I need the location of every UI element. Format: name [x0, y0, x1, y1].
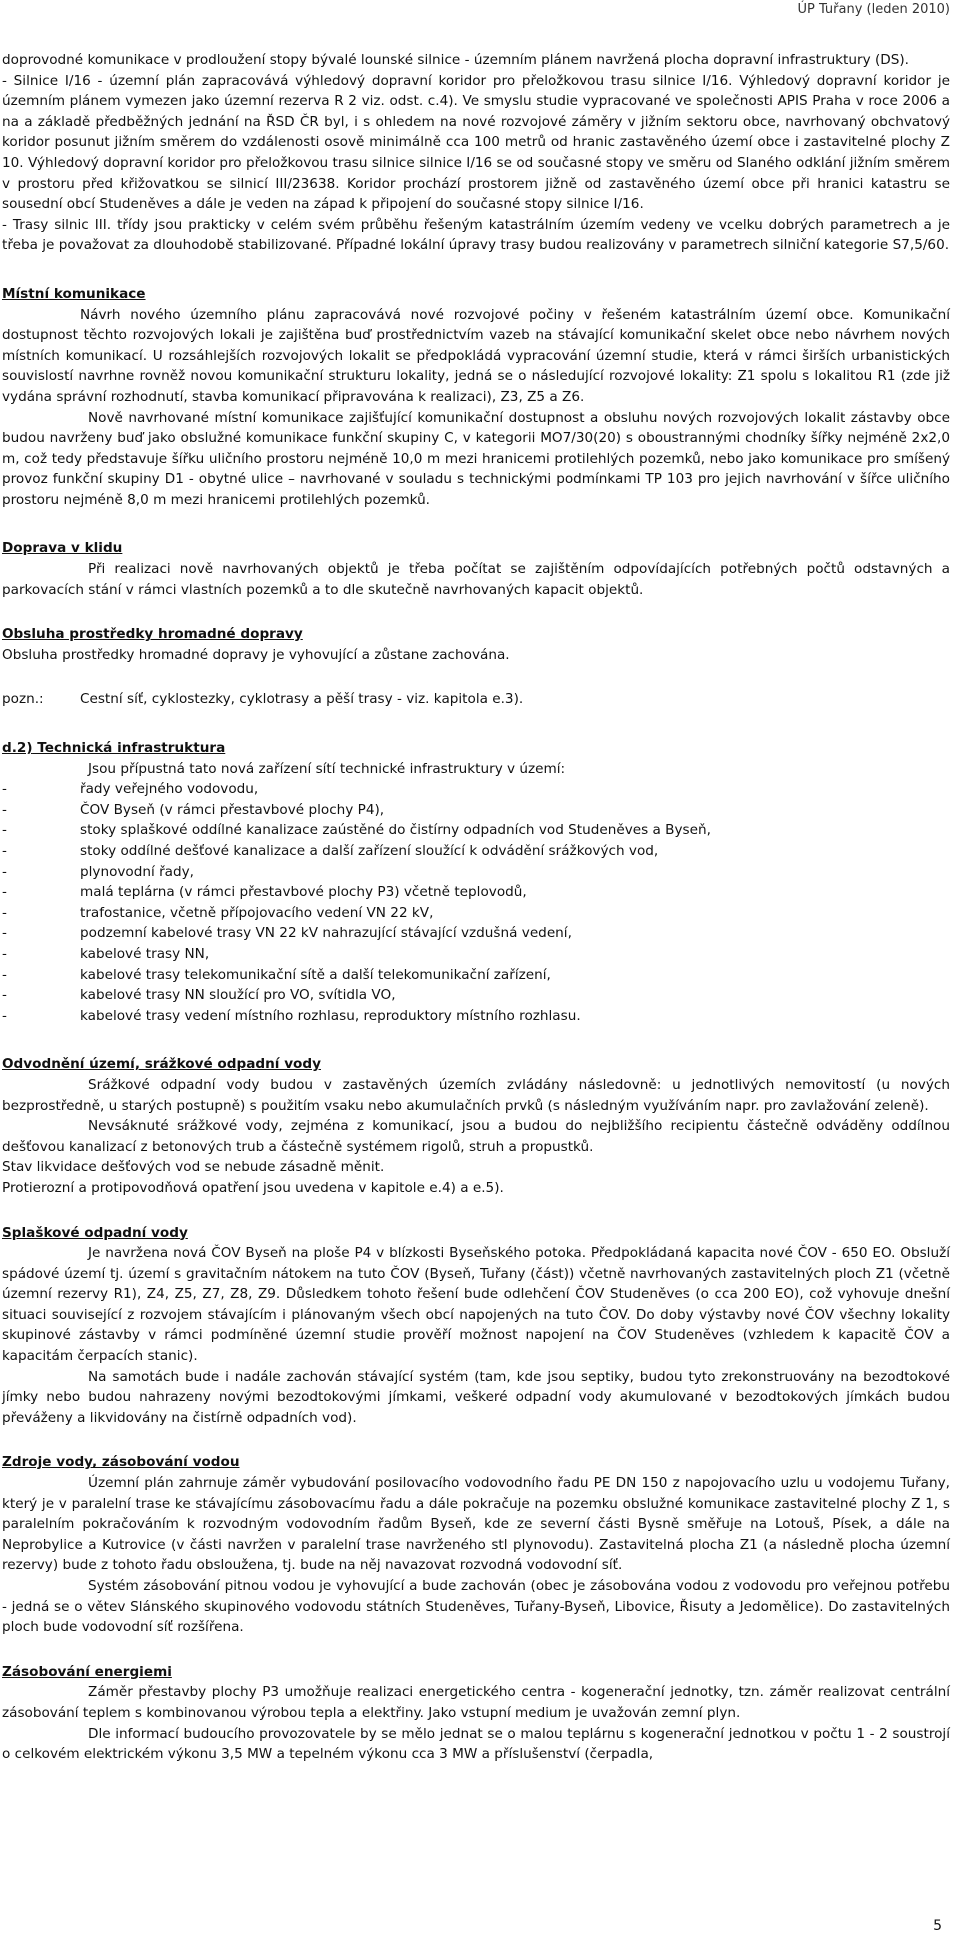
paragraph: Při realizaci nově navrhovaných objektů je třeba počítat se zajištěním odpovídajících potřebných počtů odstavných a parkovacích stání v rámci vlastních pozemků a to dle skutečně navrhovaných kapacit objektů.	[2, 561, 950, 598]
list-item: - stoky oddílné dešťové kanalizace a další zařízení sloužící k odvádění srážkových vod,	[2, 843, 659, 859]
paragraph: Dle informací budoucího provozovatele by se mělo jednat se o malou teplárnu s kogenerační jednotkou v počtu 1 - 2 soustrojí o celkovém elektrickém výkonu 3,5 MW a tepelném výkonu cca 3 MW a příslušenství (čerpadla,	[2, 1725, 950, 1763]
running-header: ÚP Tuřany (leden 2010)	[797, 2, 950, 17]
note-label: pozn.:	[2, 691, 44, 708]
note-text: Cestní síť, cyklostezky, cyklotrasy a pěší trasy - viz. kapitola e.3).	[80, 691, 524, 708]
list-item: - trafostanice, včetně přípojovacího vedení VN 22 kV,	[2, 904, 434, 921]
paragraph: Protierozní a protipovodňová opatření jsou uvedena v kapitole e.4) a e.5).	[2, 1179, 504, 1196]
paragraph: Na samotách bude i nadále zachován stávající systém (tam, kde jsou septiky, budou tyto zrekonstruovány na bezodtokové jímky nebo budou nahrazeny novými bezodtokovými jímkami, veškeré odpadní vody akumulované v bezodtokových jímkách budou převáženy a likvidovány na čistírně odpadních vod).	[2, 1368, 950, 1426]
paragraph: Srážkové odpadní vody budou v zastavěných územích zvládány následovně: u jednotlivých nemovitostí (u nových bezprostředně, u starých postupně) s použitím vsaku nebo akumulačních prvků (s následným využíváním napr. pro zavlažování zeleně).	[2, 1076, 950, 1114]
paragraph: Nově navrhované místní komunikace zajišťující komunikační dostupnost a obsluhu nových rozvojových lokalit zástavby obce budou navrženy buď jako obslužné komunikace funkční skupiny C, v kategorii MO7/30(20) s oboustrannými chodníky šířky nejméně 2x2,0 m, což tedy představuje šířku uličního prostoru nejméně 10,0 m mezi hranicemi protilehlých pozemků, nebo jako komunikace pro smíšený provoz funkční skupiny D1 - obytné ulice – navrhované v souladu s technickými podmínkami TP 103 pro jejich navrhování v šířce uličního prostoru nejméně 8,0 m mezi hranicemi protilehlých pozemků.	[2, 409, 950, 508]
list-item: - stoky splaškové oddílné kanalizace zaústěné do čistírny odpadních vod Studeněves a Byseň,	[2, 822, 711, 839]
section-heading: Splaškové odpadní vody	[2, 1224, 188, 1241]
paragraph: Stav likvidace dešťových vod se nebude zásadně měnit.	[2, 1159, 385, 1176]
paragraph: Obsluha prostředky hromadné dopravy je vyhovující a zůstane zachována.	[2, 646, 510, 663]
document-body	[2, 50, 950, 1765]
section-heading: Doprava v klidu	[2, 540, 123, 557]
paragraph: Jsou přípustná tato nová zařízení sítí technické infrastruktury v území:	[88, 760, 566, 777]
paragraph: Nevsáknuté srážkové vody, zejména z komunikací, jsou a budou do nejbližšího recipientu částečně odváděny oddílnou dešťovou kanalizací z betonových trub a částečně systémem rigolů, struh a propustků.	[2, 1118, 950, 1155]
paragraph: doprovodné komunikace v prodloužení stopy bývalé lounské silnice - územním plánem navržená plocha dopravní infrastruktury (DS).	[2, 52, 909, 68]
section-heading: Zásobování energiemi	[2, 1663, 172, 1680]
section-heading: Obsluha prostředky hromadné dopravy	[2, 626, 303, 643]
section-number: d.2)	[2, 740, 33, 757]
page-number: 5	[933, 1918, 942, 1934]
section-heading: Odvodnění území, srážkové odpadní vody	[2, 1056, 321, 1073]
list-item: - plynovodní řady,	[2, 863, 195, 880]
paragraph: - Trasy silnic III. třídy jsou prakticky v celém svém průběhu řešeným katastrálním územím vedeny ve vcelku dobrých parametrech a je třeba je považovat za dlouhodobě stabilizované. Případné lokální úpravy trasy budou realizovány v parametrech silniční kategorie S7,5/60.	[2, 216, 950, 254]
paragraph: Je navržena nová ČOV Byseň na ploše P4 v blízkosti Byseňského potoka. Předpokládaná kapacita nové ČOV - 650 EO. Obsluží spádové území tj. území s gravitačním nátokem na tuto ČOV (Byseň, Tuřany (část)) včetně navrhovaných zastavitelných ploch Z1 (včetně územní rezervy R1), Z4, Z5, Z7, Z8, Z9. Důsledkem tohoto řešení bude odlehčení ČOV Studeněves (o cca 200 EO), což vyhovuje dnešní situaci související z rozvojem stávajícím i plánovaným všech obcí napojených na tuto ČOV. Do doby výstavby nové ČOV všechny lokality skupinové zástavby v rámci podmíněné územní studie prověří možnost napojení na ČOV Studeněves (vzhledem k kapacitě ČOV a kapacitám čerpacích stanic).	[2, 1245, 950, 1365]
paragraph: Návrh nového územního plánu zapracovává nové rozvojové počiny v řešeném katastrálním území obce. Komunikační dostupnost těchto rozvojových lokali je zajištěna buď prostřednictvím vazeb na stávající komunikační skelet obce nebo návrhem nových místních komunikací. U rozsáhlejších rozvojových lokalit se předpokládá vypracování územní studie, která v rámci širších urbanistických souvislostí navrhne rovněž novou komunikační strukturu lokality, jedná se o následující rozvojové lokality: Z1 spolu s lokalitou R1 (zde již vydána správní rozhodnutí, stavba komunikací připravována k realizaci), Z3, Z5 a Z6.	[2, 306, 950, 405]
paragraph: - Silnice I/16 - územní plán zapracovává výhledový dopravní koridor pro přeložkovou trasu silnice I/16. Výhledový dopravní koridor je územním plánem vymezen jako územní rezerva R 2 viz. odst. c.4). Ve smyslu studie vypracované ve společnosti APIS Praha v roce 2006 a na a základě předběžných jednání na ŘSD ČR byl, i s ohledem na nové rozvojové záměry v jižním sektoru obce, navrhovaný obchvatový koridor posunut jižním směrem do vzdálenosti osově minimálně cca 100 metrů od hranic zastavěného území obce i zastavitelné plochy Z 10. Výhledový dopravní koridor pro přeložkovou trasu silnice silnice I/16 se od současné stopy ve směru od Slaného odklání jižním směrem v prostoru před křižovatkou se silnicí III/23638. Koridor prochází prostorem jižně od zastavěného území obce při hranici katastru se sousední obcí Studeněves a dále je veden na západ k připojení do současné stopy silnice I/16.	[2, 72, 950, 213]
paragraph: Záměr přestavby plochy P3 umožňuje realizaci energetického centra - kogenerační jednotky, tzn. záměr realizovat centrální zásobování teplem s kombinovanou výrobou tepla a elektřiny. Jako vstupní medium je uvažován zemní plyn.	[2, 1684, 950, 1721]
section-title: Technická infrastruktura	[32, 740, 226, 757]
list-item: - podzemní kabelové trasy VN 22 kV nahrazující stávající vzdušná vedení,	[2, 925, 572, 942]
list-item: - kabelové trasy telekomunikační sítě a další telekomunikační zařízení,	[2, 966, 551, 983]
list-item: - malá teplárna (v rámci přestavbové plochy P3) včetně teplovodů,	[2, 884, 527, 901]
section-heading: Zdroje vody, zásobování vodou	[2, 1454, 240, 1471]
note	[2, 689, 950, 710]
paragraph: Územní plán zahrnuje záměr vybudování posilovacího vodovodního řadu PE DN 150 z napojovacího uzlu u vodojemu Tuřany, který je v paralelní trase ke stávajícímu zásobovacímu řadu a dále pokračuje na pozemku obslužné komunikace zastavitelné plochy Z 1, s paralelním pokračováním k rozvodným vodovodním řadům Byseň, kde ze severní části Bysně směřuje na Lotouš, Písek, a dále na Neprobylice a Kutrovice (v části navržen v paralelní trase navrženého stl plynovodu). Zastavitelná plocha Z1 (a následně plocha územní rezervy) bude z tohoto řadu obsloužena, tj. bude na něj navazovat rozvodná vodovodní síť.	[2, 1475, 950, 1574]
infra-list	[2, 779, 950, 1026]
paragraph: Systém zásobování pitnou vodou je vyhovující a bude zachován (obec je zásobována vodou z vodovodu pro veřejnou potřebu - jedná se o větev Slánského skupinového vodovodu státních Studeněves, Tuřany-Byseň, Libovice, Řisuty a Jedomělice). Do zastavitelných ploch bude vodovodní síť rozšířena.	[2, 1578, 950, 1636]
list-item: - kabelové trasy vedení místního rozhlasu, reproduktory místního rozhlasu.	[2, 1007, 581, 1024]
list-item: - ČOV Byseň (v rámci přestavbové plochy P4),	[2, 801, 385, 818]
list-item: - řady veřejného vodovodu,	[2, 781, 259, 798]
list-item: - kabelové trasy NN sloužící pro VO, svítidla VO,	[2, 987, 396, 1004]
section-heading: Místní komunikace	[2, 285, 146, 302]
list-item: - kabelové trasy NN,	[2, 945, 210, 962]
section-heading	[2, 738, 950, 759]
